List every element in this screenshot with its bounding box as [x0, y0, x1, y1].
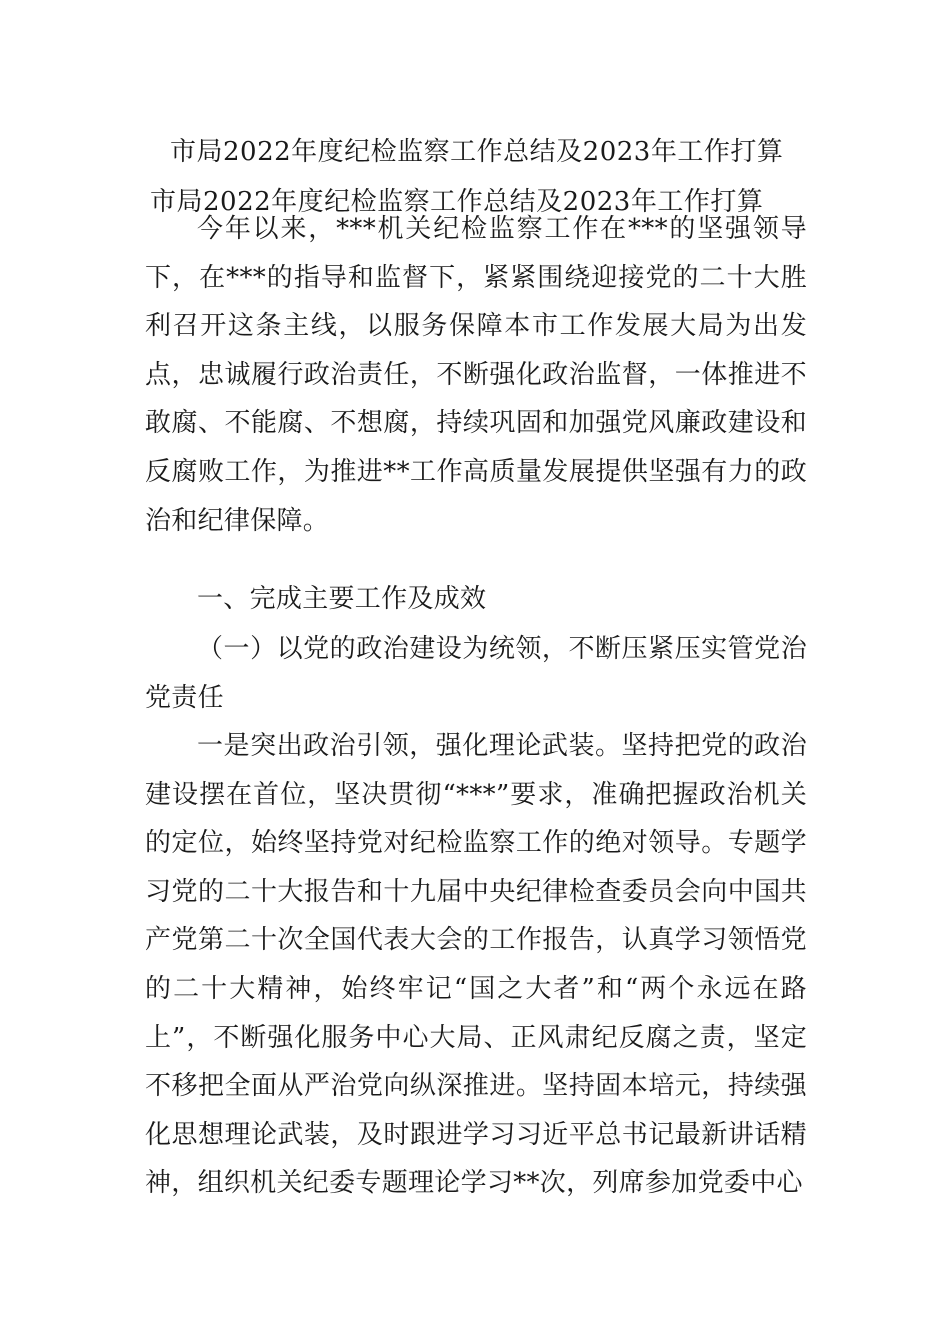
subsection-heading: （一）以党的政治建设为统领，不断压紧压实管党治党责任 [145, 634, 807, 713]
intro-paragraph: 今年以来，***机关纪检监察工作在***的坚强领导下，在***的指导和监督下，紧紧围绕迎接党的二十大胜利召开这条主线，以服务保障本市工作发展大局为出发点，忠诚履行政治责任，不断强化政治监督，一体推进不敢腐、不能腐、不想腐，持续巩固和加强党风廉政建设和反腐败工作，为推进**工作高质量发展提供坚强有力的政治和纪律保障。 [145, 214, 807, 536]
document-title-line-2: 市局2022年度纪检监察工作总结及2023年工作打算 [150, 187, 764, 217]
document-title-line-1: 市局2022年度纪检监察工作总结及2023年工作打算 [170, 137, 784, 167]
section-heading: 一、完成主要工作及成效 [197, 584, 487, 614]
body-paragraph: 一是突出政治引领，强化理论武装。坚持把党的政治建设摆在首位，坚决贯彻“***”要求，准确把握政治机关的定位，始终坚持党对纪检监察工作的绝对领导。专题学习党的二十大报告和十九届中央纪律检查委员会向中国共产党第二十次全国代表大会的工作报告，认真学习领悟党的二十大精神，始终牢记“国之大者”和“两个永远在路上”，不断强化服务中心大局、正风肃纪反腐之责，坚定不移把全面从严治党向纵深推进。坚持固本培元，持续强化思想理论武装，及时跟进学习习近平总书记最新讲话精神，组织机关纪委专题理论学习**次，列席参加党委中心 [145, 731, 807, 1199]
